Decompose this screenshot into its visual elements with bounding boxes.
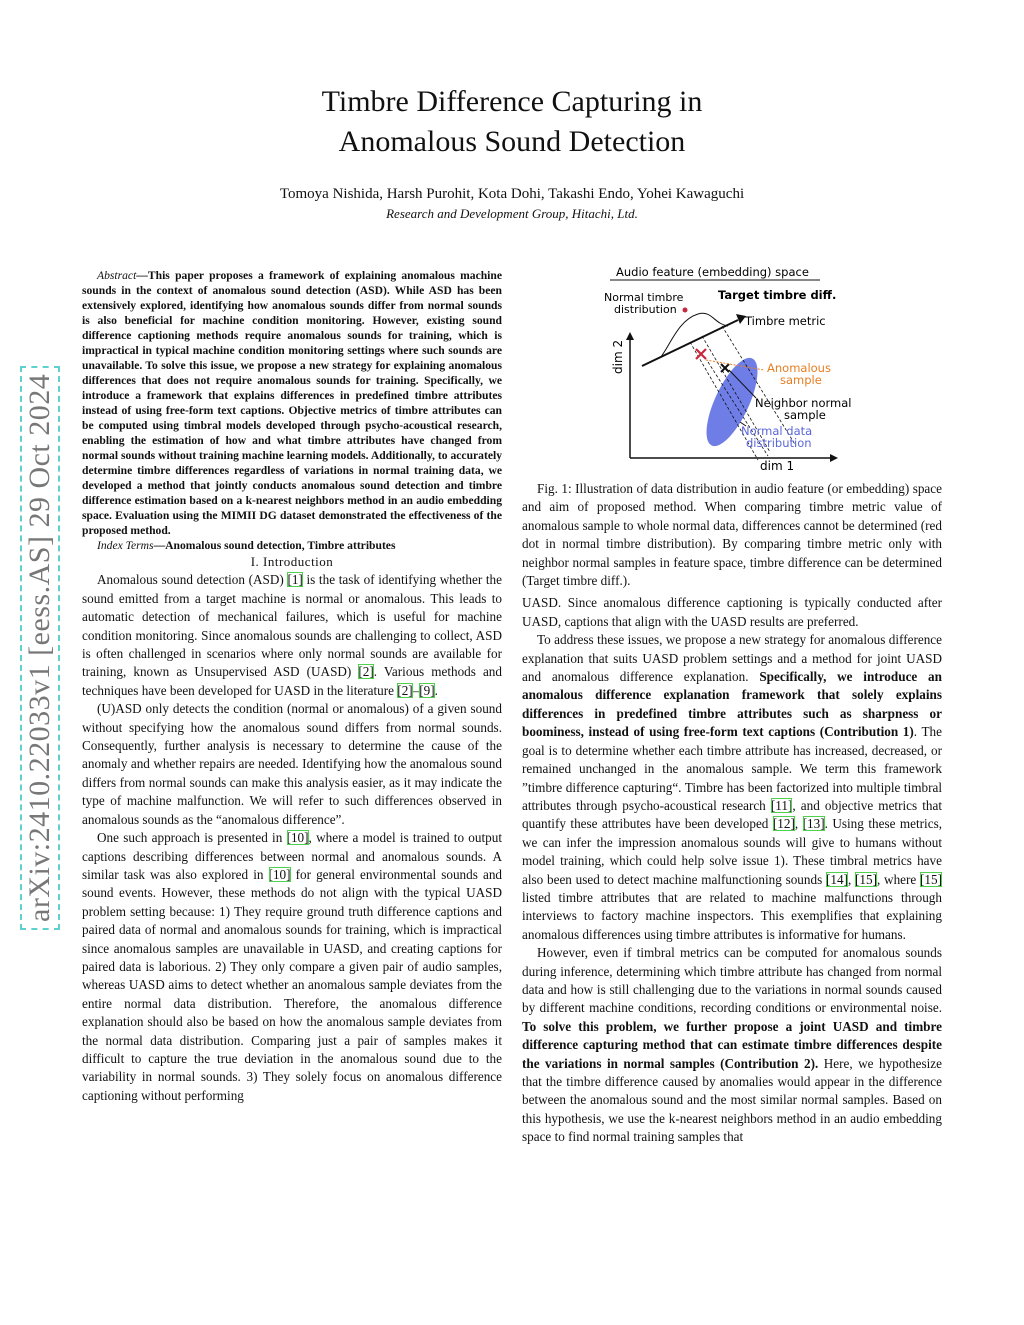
neighbor-normal-label: Neighbor normal: [755, 396, 852, 410]
citation-link[interactable]: [15]: [855, 871, 877, 887]
right-paragraph-3: However, even if timbral metrics can be computed for anomalous sounds during inference, determining which timbre attribute has changed from normal data and how is still challenging due to the variations in normal sounds caused by different machine conditions, recording conditions or environmental noise. To solve this problem, we further propose a joint UASD and timbre difference capturing method that can estimate timbre differences despite the variations in normal samples (Contribution 2). Here, we hypothesize that the timbre difference caused by anomalies would appear in the difference between the anomalous sound and the most similar normal samples. Based on this hypothesis, we use the k-nearest neighbors method in an audio embedding space to find normal training samples that: [522, 945, 942, 1145]
citation-link[interactable]: [2]: [358, 664, 374, 680]
anomalous-sample-label: Anomalous: [767, 361, 831, 375]
intro-paragraph-2: (U)ASD only detects the condition (normal or anomalous) of a given sound without specifying how the anomalous sound differs from normal sounds. Consequently, further analysis is necessary to determine the cause of the anomaly and whether repairs are needed. Identifying how the anomalous sound differs from normal sounds can make this analysis easier, as it may indicate the type of machine malfunction. We will refer to such differences observed in anomalous sounds as the “anomalous difference”.: [82, 701, 502, 827]
right-paragraph-2: To address these issues, we propose a new strategy for anomalous difference explanation that suits UASD problem settings and a method for joint UASD and anomalous difference explanation. Specifically, we introduce an anomalous difference explanation framework that solely explains differences in predefined timbre attributes such as sharpness or boominess, instead of using free-form text captions (Contribution 1). The goal is to determine whether each timbre attribute has increased, decreased, or remained unchanged in the anomalous sample. We term this framework ”timbre difference capturing“. Timbre has been factorized into multiple timbral attributes through psycho-acoustical research [11], and objective metrics that quantify these attributes have been developed [12], [13]. Using these metrics, we can infer the impression anomalous sounds will give to humans without model training, which could help solve issue 1). These timbral metrics have also been used to detect machine malfunctioning sounds [14], [15], where [15] listed timbre attributes that are related to machine malfunctions through interviews to factory machine inspectors. This exemplifies that explaining anomalous differences using timbre attributes is informative for humans.: [522, 632, 943, 942]
citation-link[interactable]: [10]: [286, 830, 309, 846]
citation-link[interactable]: [11]: [770, 797, 793, 813]
index-terms-text: —Anomalous sound detection, Timbre attributes: [153, 539, 396, 552]
abstract-label: Abstract: [97, 269, 137, 282]
anomalous-sample-marker: [696, 349, 706, 359]
normal-timbre-label: Normal timbre: [604, 291, 684, 304]
neighbor-sample-marker: [721, 364, 729, 372]
right-paragraph-1: UASD. Since anomalous difference captioning is typically conducted after UASD, captions that align with the UASD results are preferred.: [522, 595, 942, 629]
svg-text:distribution: distribution: [614, 303, 677, 316]
affiliation: Research and Development Group, Hitachi, Ltd.: [386, 206, 638, 221]
citation-link[interactable]: [2]: [397, 682, 413, 698]
figure-diagram: [590, 262, 880, 474]
section-heading: I. Introduction: [250, 554, 334, 569]
right-column: [522, 480, 942, 1147]
svg-text:sample: sample: [780, 373, 822, 387]
arxiv-identifier[interactable]: arXiv:2410.22033v1 [eess.AS] 29 Oct 2024: [20, 366, 60, 930]
index-terms: [82, 538, 502, 553]
figure-1: [590, 262, 880, 474]
index-terms-label: Index Terms: [97, 539, 154, 552]
timbre-metric-line: [642, 320, 738, 366]
citation-link[interactable]: [15]: [920, 871, 943, 887]
svg-text:distribution: distribution: [746, 436, 812, 450]
x-axis-label: dim 1: [760, 459, 795, 473]
timbre-metric-label: Timbre metric: [745, 314, 826, 328]
normal-data-label: Normal data: [741, 424, 813, 438]
red-dot-marker: [683, 308, 688, 313]
y-axis-label: dim 2: [611, 339, 625, 374]
citation-link[interactable]: [12]: [772, 816, 795, 832]
target-diff-label: Target timbre diff.: [718, 288, 837, 302]
citation-link[interactable]: [13]: [802, 816, 825, 832]
intro-paragraph-3: One such approach is presented in [10], where a model is trained to output captions describing differences between normal and anomalous sounds. A similar task was also explored in [10] for general environmental sounds and sound events. However, these methods do not align with the typical UASD problem setting because: 1) They require ground truth difference captions and paired data of normal and anomalous sounds for training, which is impractical since anomalous samples are unavailable in UASD, and creating captions for paired data is laborious. 2) They only compare a given pair of audio samples, whereas UASD aims to detect whether an anomalous sample deviates from the entire normal data distribution. Therefore, the anomalous difference explanation should also be based on how the anomalous sample deviates from the normal data distribution. Comparing just a pair of samples makes it difficult to capture the true deviation in the anomalous sound due to the variability in normal sounds. 3) They solely focus on anomalous difference captioning without performing: [82, 830, 503, 1103]
paper-title: Timbre Difference Capturing in Anomalous Sound Detection: [321, 85, 703, 158]
abstract-text: —This paper proposes a framework of explaining anomalous machine sounds in the context of anomalous sound detection (ASD). While ASD has been extensively explored, identifying how anomalous sounds differ from normal sounds is also beneficial for machine condition monitoring. However, existing sound difference captioning methods require anomalous sounds for training, which is impractical in typical machine condition monitoring settings where such sounds are unavailable. To solve this issue, we propose a new strategy for explaining anomalous differences that does not require anomalous sounds for training. Specifically, we introduce a framework that explains differences in predefined timbre attributes instead of using free-form text captions. Objective metrics of timbre attributes can be computed using timbral models developed through psycho-acoustical research, enabling the estimation of how and what timbre attributes have changed from normal sounds without training machine learning models. Additionally, to accurately determine timbre differences regardless of variations in normal training data, we developed a method that jointly conducts anomalous sound detection and timbre difference estimation based on a k-nearest neighbors method in an audio embedding space. Evaluation using the MIMII DG dataset demonstrated the effectiveness of the proposed method.: [82, 269, 502, 537]
intro-paragraph-1: Anomalous sound detection (ASD) [1] is the task of identifying whether the sound emitted from a target machine is normal or anomalous. This leads to automatic detection of mechanical failures, which is useful for machine condition monitoring. Since anomalous sounds are challenging to collect, ASD is often challenged in scenarios where only normal sounds are available for training, known as Unsupervised ASD (UASD) [2]. Various methods and techniques have been developed for UASD in the literature [2]–[9].: [82, 572, 503, 698]
citation-link[interactable]: [10]: [268, 866, 291, 882]
citation-link[interactable]: [9]: [419, 682, 435, 698]
figure-header: Audio feature (embedding) space: [616, 265, 809, 279]
abstract: [82, 268, 502, 538]
citation-link[interactable]: [14]: [825, 871, 848, 887]
left-column: [82, 268, 502, 1105]
author-list: Tomoya Nishida, Harsh Purohit, Kota Dohi, Takashi Endo, Yohei Kawaguchi: [279, 186, 745, 202]
figure-caption: Fig. 1: Illustration of data distribution in audio feature (or embedding) space and aim of proposed method. When comparing timbre metric value of anomalous sample to whole normal data, differences cannot be determined (red dot in normal timbre distribution). By comparing timbre metric only with neighbor normal samples in feature space, timbre difference can be determined (Target timbre diff.).: [522, 481, 942, 589]
citation-link[interactable]: [1]: [287, 572, 303, 588]
svg-text:sample: sample: [784, 408, 826, 422]
